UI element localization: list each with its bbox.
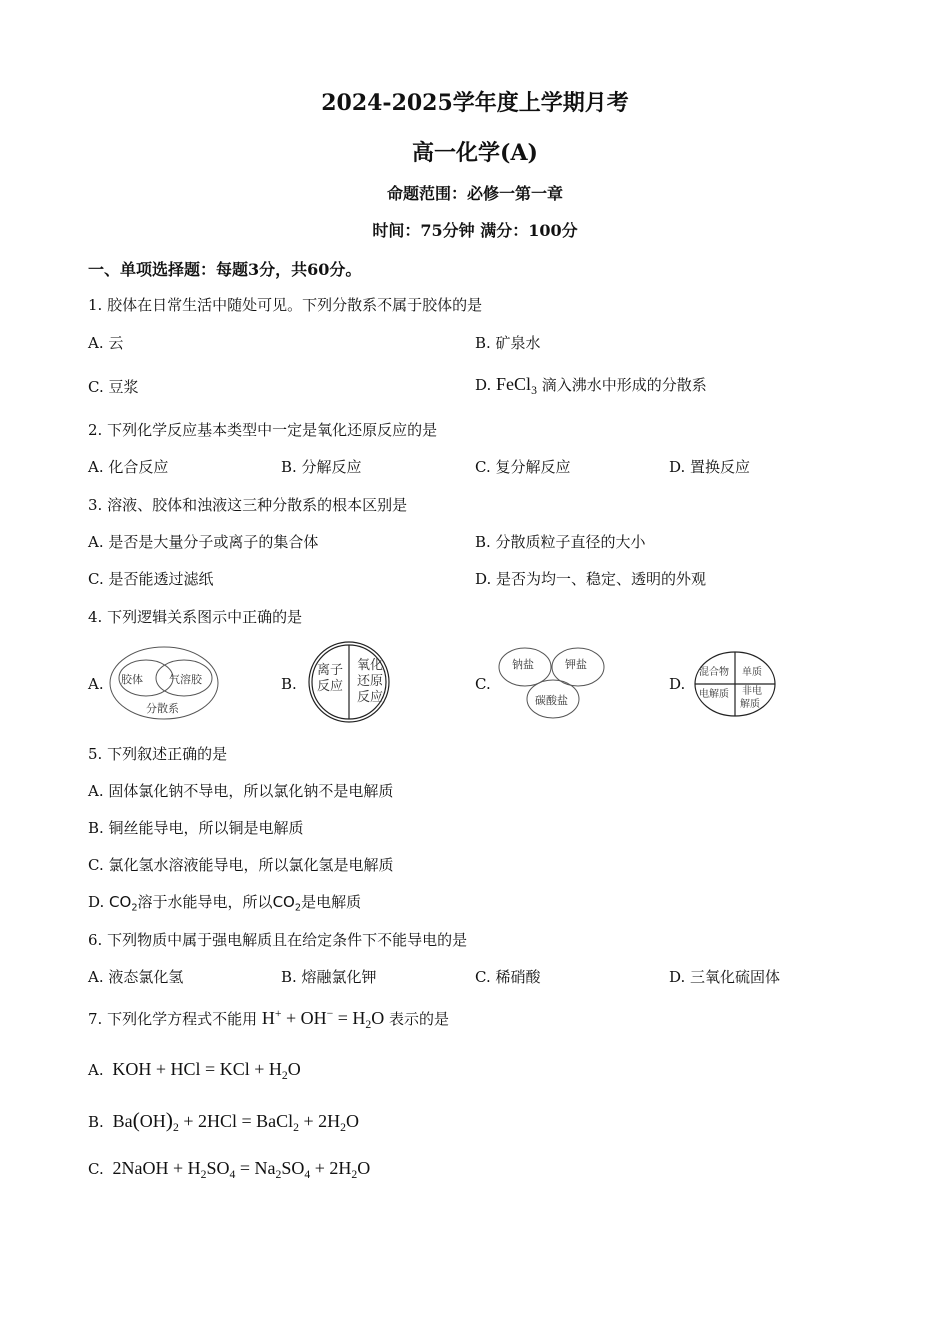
question-1-stem: 1. 胶体在日常生活中随处可见。下列分散系不属于胶体的是	[88, 296, 483, 314]
question-6-option-d: D. 三氧化硫固体	[669, 968, 781, 986]
question-1-option-b: B. 矿泉水	[475, 334, 541, 352]
formula-co2-1: $CO_2$	[109, 893, 138, 914]
question-7-option-a	[88, 1059, 301, 1083]
diagram-d	[694, 650, 778, 718]
section-heading: 一、单项选择题：每题3分，共60分。	[88, 260, 362, 279]
question-7-stem-post: 表示的是	[389, 1010, 450, 1028]
diagram-c	[497, 646, 609, 722]
option-letter: D.	[88, 893, 105, 911]
question-3-option-d: D. 是否为均一、稳定、透明的外观	[475, 570, 707, 588]
question-2-option-d: D. 置换反应	[669, 458, 751, 476]
option-letter: B.	[88, 1113, 104, 1131]
question-6-stem: 6. 下列物质中属于强电解质且在给定条件下不能导电的是	[88, 931, 468, 949]
diagram-d-br2: 解质	[740, 699, 760, 710]
diagram-c-c1: 钠盐	[512, 658, 534, 671]
exam-subtitle: 高一化学(A)	[412, 140, 538, 166]
question-7-option-c	[88, 1158, 371, 1182]
question-1-option-a: A. 云	[88, 334, 124, 352]
diagram-b	[303, 640, 395, 724]
formula-fecl3: FeCl$_3$	[496, 374, 537, 398]
question-3-option-b: B. 分散质粒子直径的大小	[475, 533, 646, 551]
diagram-c-c2: 钾盐	[565, 658, 587, 671]
question-2-option-a: A. 化合反应	[88, 458, 169, 476]
diagram-b-left1: 离子	[317, 663, 344, 678]
diagram-d-bl: 电解质	[699, 689, 729, 700]
question-5-stem: 5. 下列叙述正确的是	[88, 745, 228, 763]
option-text: 滴入沸水中形成的分散系	[541, 376, 707, 394]
exam-time-score: 时间：75分钟 满分：100分	[372, 221, 578, 240]
question-6-option-c: C. 稀硝酸	[475, 968, 541, 986]
equation-a: KOH + HCl = KCl + $H_2O$	[112, 1059, 301, 1083]
question-1-option-d	[475, 374, 707, 398]
option-text-mid: 溶于水能导电，所以	[137, 893, 273, 911]
diagram-d-br1: 非电	[742, 686, 762, 697]
exam-scope: 命题范围：必修一第一章	[386, 184, 563, 203]
diagram-b-right3: 反应	[357, 690, 384, 705]
diagram-d-tl: 混合物	[699, 667, 729, 678]
question-4-option-b: B.	[281, 675, 297, 693]
question-5-option-a: A. 固体氯化钠不导电，所以氯化钠不是电解质	[88, 782, 394, 800]
question-6-option-b: B. 熔融氯化钾	[281, 968, 377, 986]
equation-b: $Ba(OH)_2 + 2HCl$ = BaCl$_2$ + $2H_2O$	[112, 1108, 359, 1135]
question-2-option-c: C. 复分解反应	[475, 458, 571, 476]
option-letter: A.	[88, 1061, 104, 1079]
diagram-c-c3: 碳酸盐	[535, 694, 568, 707]
formula-co2-2: $CO_2$	[272, 893, 302, 914]
question-7-stem-pre: 7. 下列化学方程式不能用	[88, 1010, 258, 1028]
question-7-option-b	[88, 1108, 359, 1133]
diagram-d-tr: 单质	[742, 667, 762, 678]
option-letter: C.	[88, 1160, 104, 1178]
question-2-stem: 2. 下列化学反应基本类型中一定是氧化还原反应的是	[88, 421, 438, 439]
question-2-option-b: B. 分解反应	[281, 458, 362, 476]
question-5-option-d	[88, 891, 361, 912]
question-5-option-c: C. 氯化氢水溶液能导电，所以氯化氢是电解质	[88, 856, 394, 874]
diagram-b-right2: 还原	[357, 674, 384, 689]
question-4-option-d: D.	[669, 675, 686, 693]
question-7-stem	[88, 1006, 450, 1032]
question-3-stem: 3. 溶液、胶体和浊液这三种分散系的根本区别是	[88, 496, 408, 514]
ionic-equation: $H^+ + OH^- = H_2O$	[261, 1006, 385, 1032]
question-1-option-c: C. 豆浆	[88, 378, 139, 396]
question-6-option-a: A. 液态氯化氢	[88, 968, 184, 986]
question-4-option-c: C.	[475, 675, 491, 693]
diagram-a-inner1: 胶体	[121, 673, 143, 686]
option-letter: D.	[475, 376, 492, 394]
exam-title: 2024-2025学年度上学期月考	[321, 90, 629, 116]
equation-c: 2NaOH + $H_2SO_4 = Na_2SO_4 + 2H_2O$	[112, 1158, 371, 1182]
question-3-option-c: C. 是否能透过滤纸	[88, 570, 214, 588]
diagram-a-inner2: 气溶胶	[169, 673, 202, 686]
question-5-option-b: B. 铜丝能导电，所以铜是电解质	[88, 819, 304, 837]
question-3-option-a: A. 是否是大量分子或离子的集合体	[88, 533, 319, 551]
diagram-a-outer: 分散系	[146, 702, 179, 715]
option-text-end: 是电解质	[301, 893, 362, 911]
diagram-a	[108, 645, 220, 721]
question-4-option-a: A.	[88, 675, 104, 693]
diagram-b-left2: 反应	[317, 679, 344, 694]
diagram-b-right1: 氧化	[357, 658, 384, 673]
question-4-stem: 4. 下列逻辑关系图示中正确的是	[88, 608, 303, 626]
